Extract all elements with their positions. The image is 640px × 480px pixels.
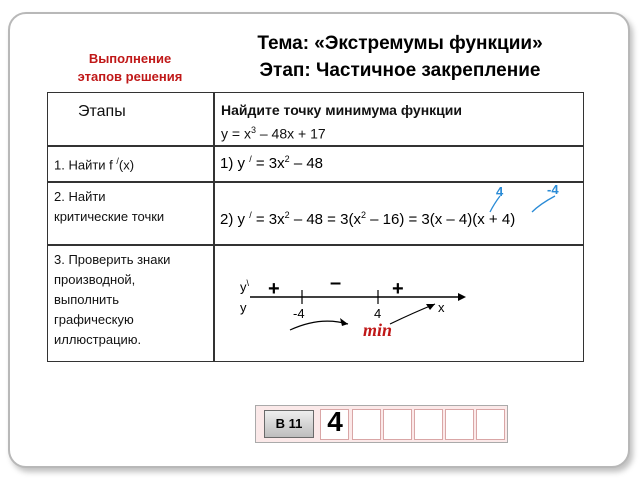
step-1-equation [220,154,323,172]
sign-minus-middle: – [330,272,342,294]
step-1-label-tail: (x) [118,157,135,173]
step-2-eq-a: 2) y [220,211,250,228]
side-title-line2: этапов решения [77,69,183,84]
sign-plus-left: + [268,278,280,300]
table-row-divider-1 [47,145,584,147]
decrease-arrowhead-icon [340,318,348,326]
side-title-line1: Выполнение [88,51,172,66]
task-function-b: – 48x + 17 [255,125,326,142]
step-2-eq-d: – 16) = 3(x – 4)(x + 4) [365,211,516,228]
point-4: 4 [374,306,382,321]
step-3-label-line3: выполнить [54,292,119,307]
step-2-label [54,187,164,227]
task-heading: Найдите точку минимума функции [221,102,462,118]
side-title [50,50,210,86]
table-column-divider [213,92,215,362]
task-function-exp: 3 [250,125,256,135]
step-1-label-prime: / [116,156,119,166]
sign-chart [230,272,470,342]
answer-label: В 11 [264,410,314,438]
header-stages: Этапы [78,103,126,120]
step-2-eq-b: = 3x [251,211,285,228]
stage-title: Этап: Частичное закрепление [259,60,541,81]
step-2-eq-exp: 2 [284,210,290,220]
root-neg-arrow-icon [532,196,555,212]
step-1-eq-exp: 2 [284,154,290,164]
table-row-divider-3 [47,244,584,246]
step-1-eq-a: 1) y [220,155,250,172]
root-positive-label: 4 [496,184,504,199]
y-label: y [240,300,247,315]
answer-cell-4[interactable] [414,409,443,440]
answer-cell-3[interactable] [383,409,412,440]
answer-cell-6[interactable] [476,409,505,440]
step-3-label-line1: 3. Проверить знаки [54,252,171,267]
sign-plus-right: + [392,278,404,300]
step-1-eq-prime: / [249,154,252,164]
task-function [221,120,326,144]
answer-value: 4 [327,406,343,437]
step-2-label-line1: 2. Найти [54,189,106,204]
step-3-label-line2: производной, [54,272,136,287]
min-label: min [363,320,393,340]
table-row-divider-2 [47,181,584,183]
axis-arrow-icon [458,293,466,301]
step-2-eq-prime: / [249,210,252,220]
step-3-label [54,250,170,350]
task-function-a: y = x [221,125,251,142]
step-3-label-line5: иллюстрацию. [54,332,142,347]
y-prime-label [240,278,249,294]
step-2-eq-c: – 48 = 3(x [289,211,361,228]
page-title [200,30,600,84]
answer-cell-5[interactable] [445,409,474,440]
step-1-label-a: 1. Найти f [54,157,117,173]
y-prime-mark: \ [246,278,250,288]
root-pos-arrow-icon [490,196,500,212]
y-prime-letter: y [240,279,247,295]
step-2-label-line2: критические точки [54,209,165,224]
root-pointer-arrows [470,190,580,220]
topic-title: Тема: «Экстремумы функции» [257,33,543,54]
decrease-arrow-icon [290,321,348,330]
step-2-eq-exp2: 2 [360,210,366,220]
step-1-eq-c: – 48 [289,155,324,172]
x-label: x [438,300,445,315]
step-1-label [54,151,134,175]
step-1-eq-b: = 3x [251,155,285,172]
answer-cell-2[interactable] [352,409,381,440]
point-minus-4: -4 [293,306,305,321]
root-negative-label: -4 [547,182,559,197]
step-3-label-line4: графическую [54,312,134,327]
